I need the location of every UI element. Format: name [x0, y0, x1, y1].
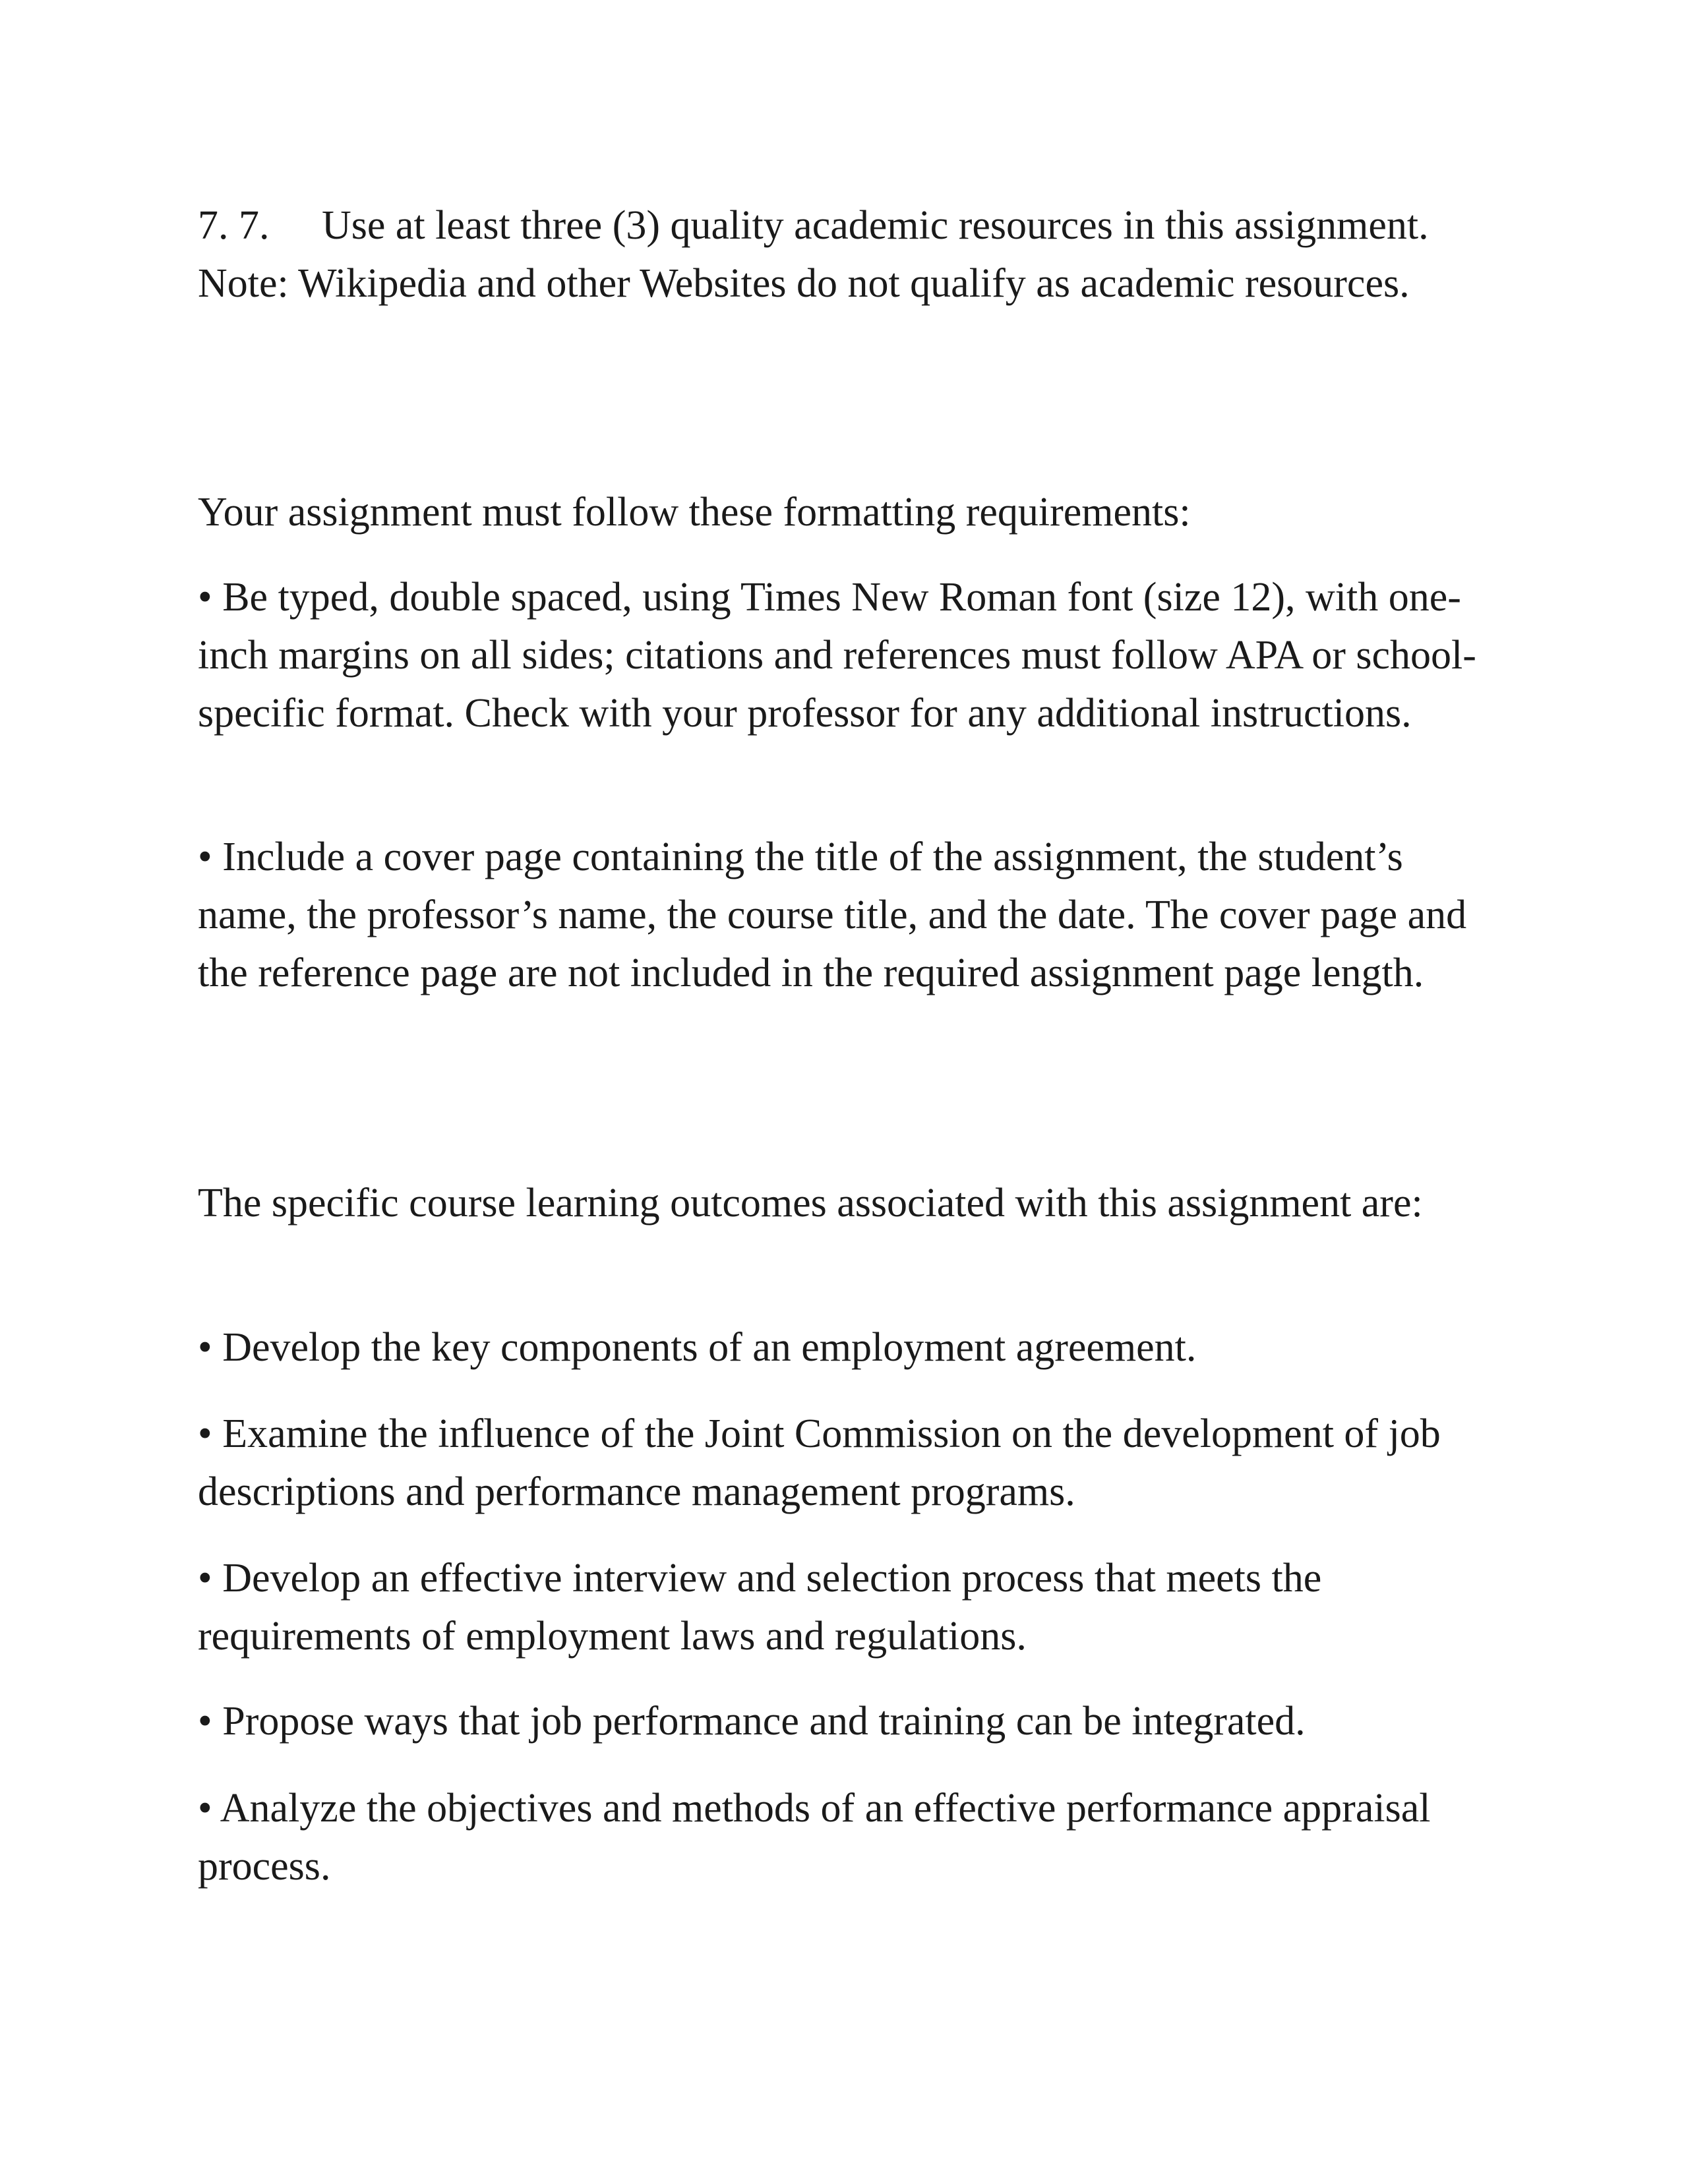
outcome-bullet-5: • Analyze the objectives and methods of an effective performance appraisal process. — [198, 1786, 1431, 1889]
formatting-heading: Your assignment must follow these formatting requirements: — [198, 490, 1191, 535]
item-number: 7. 7. — [198, 203, 270, 248]
item-text: Use at least three (3) quality academic resources in this assignment. Note: Wikipedia and other Websites do not qualify as academic resources. — [198, 203, 1429, 306]
outcomes-heading: The specific course learning outcomes associated with this assignment are: — [198, 1181, 1423, 1225]
outcome-bullet-4: • Propose ways that job performance and training can be integrated. — [198, 1699, 1306, 1744]
outcome-bullet-2: • Examine the influence of the Joint Commission on the development of job descriptions and performance management programs. — [198, 1411, 1441, 1514]
numbered-item-7 — [198, 196, 1503, 312]
formatting-bullet-1: • Be typed, double spaced, using Times New Roman font (size 12), with one-inch margins on all sides; citations and references must follow APA or school-specific format. Check with your professor for any additional instructions. — [198, 575, 1476, 736]
outcome-bullet-3: • Develop an effective interview and selection process that meets the requirements of employment laws and regulations. — [198, 1556, 1322, 1659]
outcome-bullet-1: • Develop the key components of an employment agreement. — [198, 1325, 1197, 1370]
formatting-bullet-2: • Include a cover page containing the title of the assignment, the student’s name, the professor’s name, the course title, and the date. The cover page and the reference page are not included in the required assignment page length. — [198, 835, 1467, 995]
